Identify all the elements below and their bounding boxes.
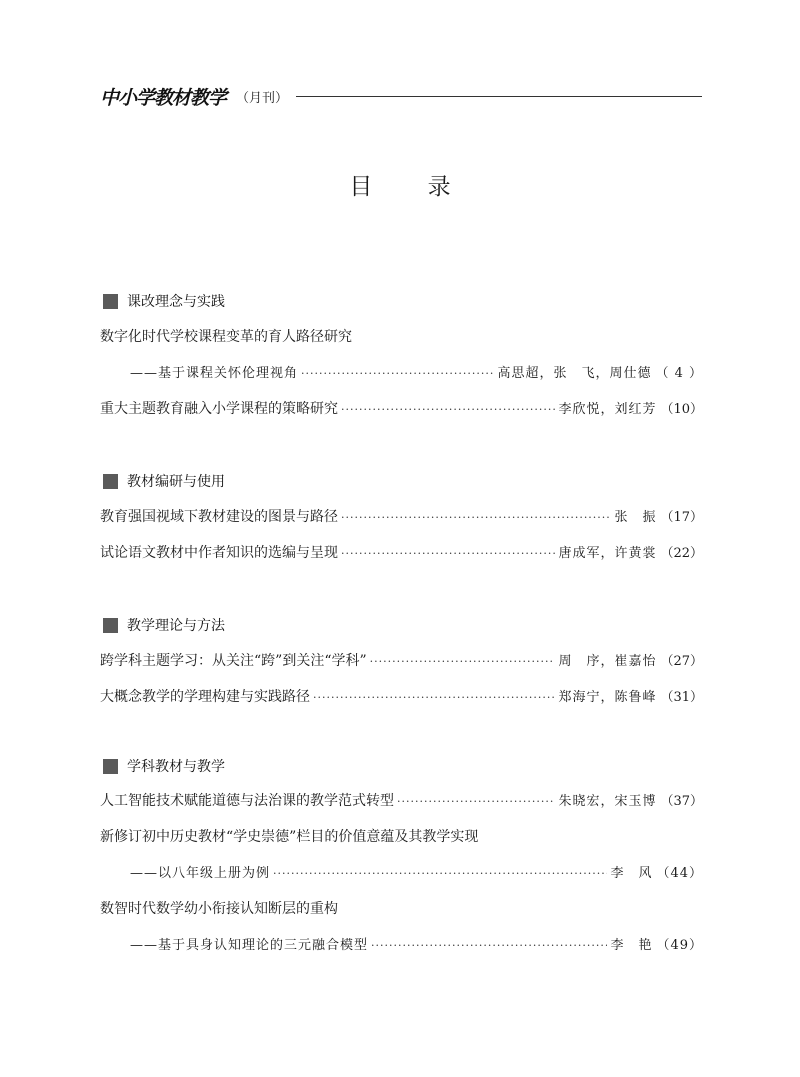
section-heading-text: 教学理论与方法: [127, 618, 225, 634]
section-heading: [103, 757, 225, 775]
entry-page: （44）: [656, 866, 703, 881]
leader-dots: [397, 795, 555, 808]
toc-entry[interactable]: [130, 934, 703, 954]
leader-dots: [301, 367, 494, 380]
leader-dots: [370, 655, 556, 668]
toc-entry[interactable]: [100, 790, 703, 810]
header-rule: [296, 96, 702, 97]
entry-authors: 李 风: [610, 866, 653, 881]
toc-entry[interactable]: [130, 362, 703, 382]
section-heading-text: 课改理念与实践: [127, 294, 225, 310]
entry-authors: 张 振: [614, 510, 657, 525]
entry-authors: 高思超，张 飞，周仕德: [497, 366, 652, 381]
section-heading: [103, 292, 225, 310]
entry-subtitle: ——以八年级上册为例: [130, 866, 271, 881]
entry-authors: 周 序，崔嘉怡: [558, 654, 657, 669]
entry-page: （ 4 ）: [655, 366, 703, 381]
entry-title: 数智时代数学幼小衔接认知断层的重构: [100, 901, 338, 917]
section-heading: [103, 472, 225, 490]
entry-title: 数字化时代学校课程变革的育人路径研究: [100, 329, 352, 345]
toc-entry-title[interactable]: [100, 826, 703, 846]
entry-subtitle: ——基于课程关怀伦理视角: [130, 366, 299, 381]
leader-dots: [273, 867, 607, 880]
section-marker-icon: [103, 474, 118, 489]
toc-entry[interactable]: [100, 686, 703, 706]
section-heading: [103, 616, 225, 634]
journal-frequency: （月刊）: [236, 90, 289, 106]
leader-dots: [371, 939, 607, 952]
entry-title: 人工智能技术赋能道德与法治课的教学范式转型: [100, 793, 394, 809]
entry-subtitle: ——基于具身认知理论的三元融合模型: [130, 938, 369, 953]
entry-page: （10）: [660, 402, 703, 417]
toc-entry-title[interactable]: [100, 898, 703, 918]
section-marker-icon: [103, 294, 118, 309]
leader-dots: [341, 511, 611, 524]
leader-dots: [341, 403, 555, 416]
entry-page: （17）: [660, 510, 703, 525]
entry-title: 教育强国视域下教材建设的图景与路径: [100, 509, 338, 525]
entry-authors: 唐成军，许黄裳: [558, 546, 657, 561]
entry-page: （27）: [660, 654, 703, 669]
leader-dots: [313, 691, 555, 704]
entry-authors: 郑海宁，陈鲁峰: [558, 690, 657, 705]
toc-entry[interactable]: [100, 650, 703, 670]
entry-title: 跨学科主题学习：从关注“跨”到关注“学科”: [100, 653, 367, 669]
entry-authors: 李欣悦，刘红芳: [558, 402, 657, 417]
entry-title: 大概念教学的学理构建与实践路径: [100, 689, 310, 705]
toc-entry[interactable]: [100, 506, 703, 526]
toc-entry[interactable]: [100, 398, 703, 418]
entry-title: 新修订初中历史教材“学史崇德”栏目的价值意蕴及其教学实现: [100, 829, 479, 845]
section-heading-text: 学科教材与教学: [127, 759, 225, 775]
entry-page: （49）: [656, 938, 703, 953]
entry-title: 重大主题教育融入小学课程的策略研究: [100, 401, 338, 417]
entry-authors: 李 艳: [610, 938, 653, 953]
entry-title: 试论语文教材中作者知识的选编与呈现: [100, 545, 338, 561]
entry-authors: 朱晓宏，宋玉博: [558, 794, 657, 809]
entry-page: （31）: [660, 690, 703, 705]
page-title: 目 录: [349, 174, 475, 200]
journal-header: [100, 84, 702, 108]
entry-page: （22）: [660, 546, 703, 561]
entry-page: （37）: [660, 794, 703, 809]
journal-name: 中小学教材教学: [100, 86, 227, 109]
section-marker-icon: [103, 759, 118, 774]
toc-entry[interactable]: [100, 542, 703, 562]
section-heading-text: 教材编研与使用: [127, 474, 225, 490]
section-marker-icon: [103, 618, 118, 633]
toc-entry[interactable]: [130, 862, 703, 882]
toc-entry-title[interactable]: [100, 326, 703, 346]
leader-dots: [341, 547, 555, 560]
